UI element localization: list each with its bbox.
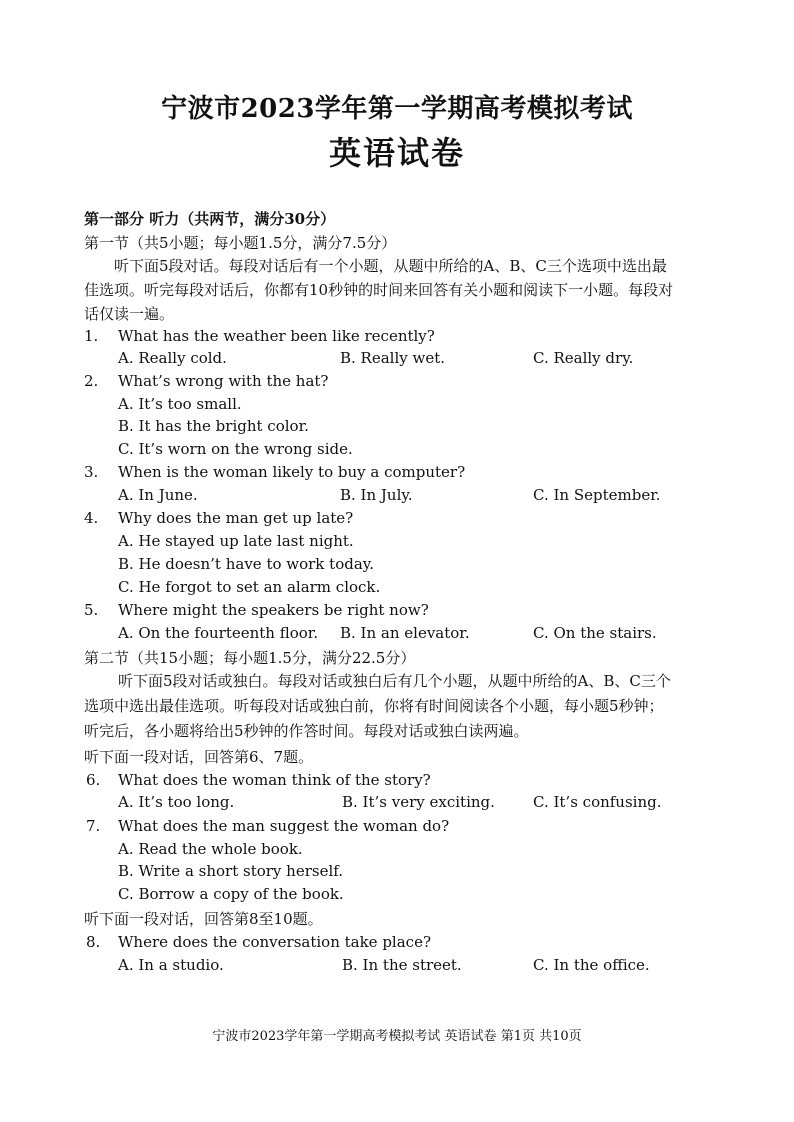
option-c: C. Borrow a copy of the book.	[118, 885, 344, 903]
option-a: A. On the fourteenth floor.	[118, 624, 319, 642]
option-a: A. It’s too long.	[118, 793, 235, 811]
question-number: 2.	[84, 372, 99, 390]
option-c: C. Really dry.	[533, 349, 634, 367]
option-b: B. He doesn’t have to work today.	[118, 555, 375, 573]
section1-instruction-line2: 佳选项。听完每段对话后，你都有10秒钟的时间来回答有关小题和阅读下一小题。每段对	[84, 281, 674, 299]
section1-instruction-line1: 听下面5段对话。每段对话后有一个小题，从题中所给的A、B、C三个选项中选出最	[114, 257, 667, 275]
page-footer: 宁波市2023学年第一学期高考模拟考试 英语试卷 第1页 共10页	[212, 1029, 582, 1044]
question-text: What does the man suggest the woman do?	[118, 817, 450, 835]
section2-instruction-line1: 听下面5段对话或独白。每段对话或独白后有几个小题，从题中所给的A、B、C三个	[118, 672, 671, 690]
option-c: C. It’s worn on the wrong side.	[118, 440, 353, 458]
question-text: What has the weather been like recently?	[118, 327, 435, 345]
question-number: 7.	[86, 817, 101, 835]
question-number: 1.	[84, 327, 99, 345]
section2-instruction-line3: 听完后，各小题将给出5秒钟的作答时间。每段对话或独白读两遍。	[84, 722, 529, 740]
question-number: 3.	[84, 463, 99, 481]
section1-instruction-line3: 话仅读一遍。	[84, 305, 175, 323]
exam-subtitle: 英语试卷	[328, 134, 465, 172]
question-text: Why does the man get up late?	[118, 509, 354, 527]
option-a: A. Read the whole book.	[118, 840, 303, 858]
question-number: 5.	[84, 601, 99, 619]
question-number: 6.	[86, 771, 101, 789]
section2-heading: 第二节（共15小题；每小题1.5分，满分22.5分）	[84, 649, 416, 667]
question-text: When is the woman likely to buy a computer?	[118, 463, 466, 481]
dialog-instruction: 听下面一段对话，回答第6、7题。	[84, 748, 314, 766]
section1-heading: 第一节（共5小题；每小题1.5分，满分7.5分）	[84, 234, 397, 252]
option-b: B. In July.	[340, 486, 413, 504]
option-b: B. Really wet.	[340, 349, 446, 367]
question-number: 4.	[84, 509, 99, 527]
exam-title: 宁波市2023学年第一学期高考模拟考试	[161, 94, 633, 124]
question-text: What does the woman think of the story?	[118, 771, 431, 789]
option-a: A. Really cold.	[118, 349, 227, 367]
option-b: B. In the street.	[342, 956, 462, 974]
option-b: B. Write a short story herself.	[118, 862, 344, 880]
section2-instruction-line2: 选项中选出最佳选项。听每段对话或独白前，你将有时间阅读各个小题，每小题5秒钟；	[84, 697, 664, 715]
option-b: B. It has the bright color.	[118, 417, 309, 435]
option-c: C. On the stairs.	[533, 624, 657, 642]
question-text: Where might the speakers be right now?	[118, 601, 429, 619]
question-number: 8.	[86, 933, 101, 951]
option-c: C. He forgot to set an alarm clock.	[118, 578, 381, 596]
option-b: B. In an elevator.	[340, 624, 470, 642]
question-text: Where does the conversation take place?	[118, 933, 431, 951]
option-a: A. It’s too small.	[118, 395, 242, 413]
option-c: C. It’s confusing.	[533, 793, 662, 811]
option-b: B. It’s very exciting.	[342, 793, 495, 811]
part1-heading: 第一部分 听力（共两节，满分30分）	[84, 210, 336, 228]
option-c: C. In the office.	[533, 956, 650, 974]
question-text: What’s wrong with the hat?	[118, 372, 329, 390]
option-a: A. He stayed up late last night.	[118, 532, 354, 550]
option-a: A. In a studio.	[118, 956, 224, 974]
option-a: A. In June.	[118, 486, 198, 504]
dialog-instruction: 听下面一段对话，回答第8至10题。	[84, 910, 323, 928]
option-c: C. In September.	[533, 486, 661, 504]
